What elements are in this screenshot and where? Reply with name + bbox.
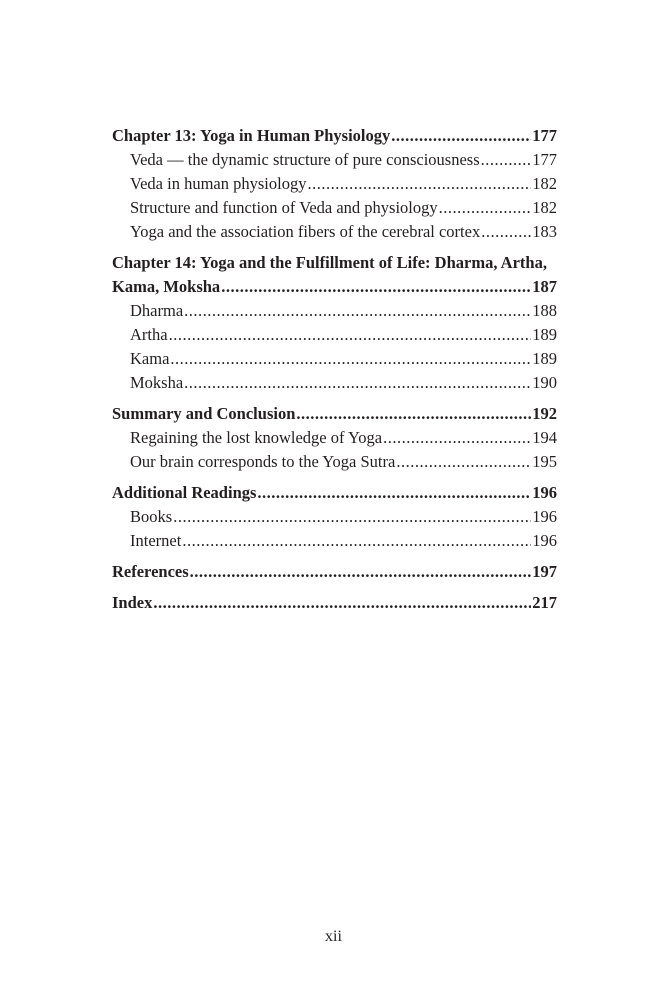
toc-entry-title: Veda in human physiology	[130, 174, 307, 193]
toc-entry-page: 196	[532, 507, 557, 526]
toc-entry-title: Structure and function of Veda and physiology	[130, 198, 438, 217]
toc-entry-page: 177	[532, 126, 557, 145]
toc-entry-title: Artha	[130, 325, 168, 344]
toc-entry-page: 189	[532, 349, 557, 368]
toc-entry-title: Index	[112, 593, 153, 612]
toc-entry-page: 188	[532, 301, 557, 320]
toc-entry-title: Additional Readings	[112, 483, 257, 502]
toc-entry-title: Kama, Moksha	[112, 277, 221, 296]
toc-entry-page: 196	[532, 483, 557, 502]
toc-entry-title: Kama	[130, 349, 170, 368]
toc-entry-page: 190	[532, 373, 557, 392]
toc-entry-page: 183	[532, 222, 557, 241]
toc-entry-title: Summary and Conclusion	[112, 404, 296, 423]
toc-subentry[interactable]	[112, 196, 557, 220]
dot-leader	[391, 124, 531, 148]
toc-entry-page: 189	[532, 325, 557, 344]
dot-leader	[184, 371, 531, 395]
toc-entry-page: 192	[532, 404, 557, 423]
toc-entry-title: Chapter 13: Yoga in Human Physiology	[112, 126, 391, 145]
toc-entry-page: 196	[532, 531, 557, 550]
dot-leader	[257, 481, 531, 505]
toc-subentry[interactable]	[112, 347, 557, 371]
toc-subentry[interactable]	[112, 529, 557, 553]
dot-leader	[173, 505, 531, 529]
toc-entry-title: Regaining the lost knowledge of Yoga	[130, 428, 383, 447]
toc-entry-page: 187	[532, 277, 557, 296]
toc-entry-page: 182	[532, 174, 557, 193]
toc-subentry[interactable]	[112, 299, 557, 323]
dot-leader	[481, 220, 531, 244]
toc-subentry[interactable]	[112, 371, 557, 395]
dot-leader	[182, 529, 531, 553]
dot-leader	[383, 426, 531, 450]
dot-leader	[190, 560, 532, 584]
toc-summary-conclusion[interactable]	[112, 402, 557, 426]
toc-subentry[interactable]	[112, 172, 557, 196]
dot-leader	[170, 347, 531, 371]
dot-leader	[221, 275, 531, 299]
toc-chapter-14-line1[interactable]	[112, 251, 557, 275]
toc-entry-title: Our brain corresponds to the Yoga Sutra	[130, 452, 396, 471]
dot-leader	[184, 299, 531, 323]
toc-subentry[interactable]	[112, 505, 557, 529]
toc-entry-page: 194	[532, 428, 557, 447]
dot-leader	[481, 148, 532, 172]
dot-leader	[396, 450, 531, 474]
toc-references[interactable]	[112, 560, 557, 584]
toc-entry-title: Chapter 14: Yoga and the Fulfillment of Life: Dharma, Artha,	[112, 253, 547, 272]
toc-subentry[interactable]	[112, 450, 557, 474]
table-of-contents	[112, 124, 557, 615]
toc-entry-title: Yoga and the association fibers of the cerebral cortex	[130, 222, 481, 241]
toc-subentry[interactable]	[112, 426, 557, 450]
toc-entry-title: Moksha	[130, 373, 184, 392]
toc-entry-title: Books	[130, 507, 173, 526]
dot-leader	[169, 323, 532, 347]
toc-subentry[interactable]	[112, 220, 557, 244]
toc-entry-page: 217	[532, 593, 557, 612]
toc-chapter-14[interactable]	[112, 275, 557, 299]
toc-entry-title: Dharma	[130, 301, 184, 320]
toc-subentry[interactable]	[112, 148, 557, 172]
toc-index[interactable]	[112, 591, 557, 615]
toc-entry-page: 197	[532, 562, 557, 581]
toc-additional-readings[interactable]	[112, 481, 557, 505]
toc-entry-title: References	[112, 562, 189, 581]
dot-leader	[296, 402, 531, 426]
toc-entry-page: 182	[532, 198, 557, 217]
dot-leader	[439, 196, 532, 220]
toc-entry-page: 177	[532, 150, 557, 169]
toc-entry-title: Veda — the dynamic structure of pure consciousness	[130, 150, 480, 169]
toc-chapter-13[interactable]	[112, 124, 557, 148]
page-number: xii	[325, 928, 342, 945]
dot-leader	[153, 591, 531, 615]
toc-subentry[interactable]	[112, 323, 557, 347]
toc-entry-title: Internet	[130, 531, 182, 550]
toc-entry-page: 195	[532, 452, 557, 471]
dot-leader	[307, 172, 531, 196]
